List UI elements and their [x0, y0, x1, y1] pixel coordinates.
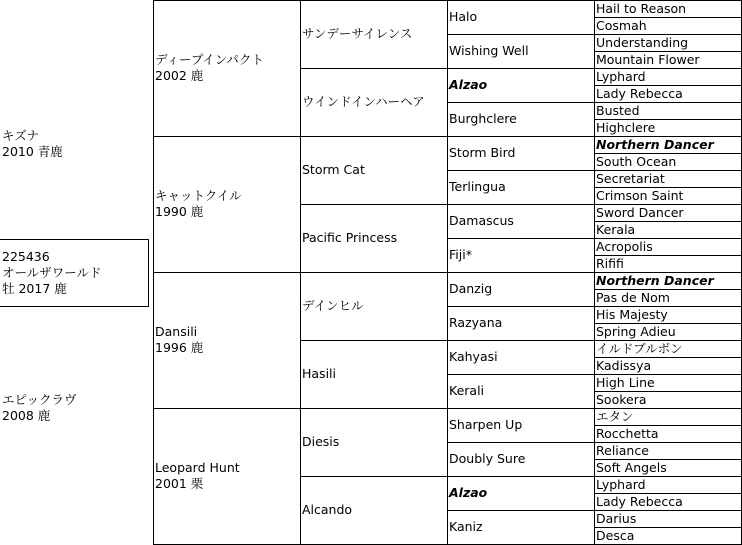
ancestor-gen2-1 [153, 136, 300, 272]
dam-name: エピックラヴ [2, 392, 77, 407]
ancestor-name: Northern Dancer [596, 137, 714, 152]
ancestor-info: 2002 鹿 [155, 68, 204, 83]
ancestor-gen4-10 [447, 340, 594, 374]
ancestor-name: Cosmah [596, 18, 647, 33]
ancestor-name: Burghclere [449, 111, 517, 126]
ancestor-gen5-2 [594, 34, 741, 51]
ancestor-gen3-5 [300, 340, 447, 408]
ancestor-gen5-12 [594, 204, 741, 221]
ancestor-name: Kaniz [449, 519, 483, 534]
ancestor-gen5-29 [594, 493, 741, 510]
ancestor-name: キャットクイル [155, 188, 242, 203]
ancestor-gen4-5 [447, 170, 594, 204]
ancestor-gen5-4 [594, 68, 741, 85]
ancestor-gen5-31 [594, 527, 741, 544]
ancestor-gen4-11 [447, 374, 594, 408]
ancestor-name: Dansili [155, 324, 198, 339]
ancestor-gen5-17 [594, 289, 741, 306]
ancestor-name: Crimson Saint [596, 188, 684, 203]
ancestor-name: Alcando [302, 502, 353, 517]
subject-id: 225436 [2, 249, 50, 264]
ancestor-name: デインヒル [302, 298, 364, 313]
ancestor-name: Understanding [596, 35, 689, 50]
ancestor-name: His Majesty [596, 307, 668, 322]
ancestor-name: Pacific Princess [302, 230, 398, 245]
sire-name: キズナ [2, 128, 40, 143]
ancestor-gen5-14 [594, 238, 741, 255]
ancestor-gen4-9 [447, 306, 594, 340]
ancestor-gen5-10 [594, 170, 741, 187]
ancestor-gen5-9 [594, 153, 741, 170]
ancestor-info: 1996 鹿 [155, 340, 204, 355]
ancestor-gen5-26 [594, 442, 741, 459]
ancestor-gen5-6 [594, 102, 741, 119]
sire-info: 2010 青鹿 [2, 144, 63, 159]
ancestor-name: Reliance [596, 443, 649, 458]
ancestor-name: ディープインパクト [155, 52, 264, 67]
ancestor-name: Danzig [449, 281, 493, 296]
ancestor-gen5-7 [594, 119, 741, 136]
ancestor-name: Wishing Well [449, 43, 529, 58]
ancestor-gen2-2 [153, 272, 300, 408]
ancestor-gen5-11 [594, 187, 741, 204]
ancestor-name: South Ocean [596, 154, 677, 169]
ancestor-name: Kahyasi [449, 349, 498, 364]
ancestor-name: Pas de Nom [596, 290, 670, 305]
ancestor-name: Rocchetta [596, 426, 659, 441]
ancestor-gen5-3 [594, 51, 741, 68]
ancestor-name: Desca [596, 528, 635, 543]
ancestor-name: サンデーサイレンス [302, 26, 413, 41]
ancestor-name: Northern Dancer [596, 273, 714, 288]
ancestor-gen4-15 [447, 510, 594, 544]
ancestor-name: Sharpen Up [449, 417, 523, 432]
ancestor-gen5-15 [594, 255, 741, 272]
ancestor-gen5-25 [594, 425, 741, 442]
ancestor-name: Kerali [449, 383, 485, 398]
ancestor-gen2-0 [153, 0, 300, 136]
ancestor-name: Lyphard [596, 477, 646, 492]
ancestor-name: Razyana [449, 315, 503, 330]
ancestor-gen4-14 [447, 476, 594, 510]
ancestor-gen4-6 [447, 204, 594, 238]
ancestor-info: 1990 鹿 [155, 204, 204, 219]
ancestor-name: Secretariat [596, 171, 665, 186]
subject-name: オールザワールド [2, 265, 102, 280]
ancestor-gen5-23 [594, 391, 741, 408]
ancestor-name: Damascus [449, 213, 514, 228]
ancestor-gen4-0 [447, 0, 594, 34]
ancestor-gen3-1 [300, 68, 447, 136]
ancestor-gen3-3 [300, 204, 447, 272]
ancestor-info: 2001 栗 [155, 476, 204, 491]
ancestor-name: Lady Rebecca [596, 494, 683, 509]
ancestor-name: イルドブルボン [596, 341, 683, 356]
sire [0, 0, 153, 239]
ancestor-gen4-4 [447, 136, 594, 170]
ancestor-name: エタン [596, 409, 634, 424]
ancestor-gen5-20 [594, 340, 741, 357]
ancestor-name: ウインドインハーヘア [302, 94, 425, 109]
ancestor-name: Lady Rebecca [596, 86, 683, 101]
ancestor-name: Kerala [596, 222, 636, 237]
dam [0, 272, 153, 510]
ancestor-gen3-4 [300, 272, 447, 340]
ancestor-name: Doubly Sure [449, 451, 526, 466]
ancestor-name: Kadissya [596, 358, 652, 373]
ancestor-gen5-0 [594, 0, 741, 17]
ancestor-name: Busted [596, 103, 640, 118]
ancestor-name: Storm Cat [302, 162, 365, 177]
ancestor-name: Lyphard [596, 69, 646, 84]
ancestor-gen5-19 [594, 323, 741, 340]
ancestor-name: Leopard Hunt [155, 460, 240, 475]
ancestor-gen5-21 [594, 357, 741, 374]
ancestor-gen3-0 [300, 0, 447, 68]
ancestor-name: Halo [449, 9, 478, 24]
ancestor-gen5-18 [594, 306, 741, 323]
ancestor-gen5-1 [594, 17, 741, 34]
ancestor-gen4-1 [447, 34, 594, 68]
ancestor-name: Darius [596, 511, 637, 526]
dam-info: 2008 鹿 [2, 408, 51, 423]
ancestor-name: Acropolis [596, 239, 653, 254]
ancestor-gen3-7 [300, 476, 447, 544]
ancestor-gen4-7 [447, 238, 594, 272]
ancestor-name: Spring Adieu [596, 324, 676, 339]
ancestor-gen5-8 [594, 136, 741, 153]
ancestor-gen5-13 [594, 221, 741, 238]
ancestor-name: Hail to Reason [596, 1, 687, 16]
ancestor-name: Sookera [596, 392, 647, 407]
ancestor-gen4-13 [447, 442, 594, 476]
ancestor-gen2-3 [153, 408, 300, 544]
ancestor-gen5-5 [594, 85, 741, 102]
ancestor-name: Rififi [596, 256, 624, 271]
ancestor-gen4-12 [447, 408, 594, 442]
ancestor-name: Storm Bird [449, 145, 516, 160]
ancestor-name: Highclere [596, 120, 656, 135]
ancestor-name: Diesis [302, 434, 340, 449]
ancestor-name: High Line [596, 375, 655, 390]
ancestor-gen5-27 [594, 459, 741, 476]
ancestor-gen5-24 [594, 408, 741, 425]
ancestor-gen3-6 [300, 408, 447, 476]
ancestor-gen4-3 [447, 102, 594, 136]
ancestor-name: Terlingua [449, 179, 506, 194]
ancestor-name: Alzao [449, 77, 488, 92]
ancestor-name: Hasili [302, 366, 336, 381]
ancestor-name: Soft Angels [596, 460, 667, 475]
ancestor-gen4-2 [447, 68, 594, 102]
ancestor-gen5-22 [594, 374, 741, 391]
ancestor-name: Fiji* [449, 247, 472, 262]
ancestor-name: Sword Dancer [596, 205, 684, 220]
ancestor-gen5-30 [594, 510, 741, 527]
ancestor-gen3-2 [300, 136, 447, 204]
ancestor-gen5-28 [594, 476, 741, 493]
subject-info: 牡 2017 鹿 [2, 281, 67, 296]
ancestor-name: Alzao [449, 485, 488, 500]
ancestor-name: Mountain Flower [596, 52, 700, 67]
ancestor-gen4-8 [447, 272, 594, 306]
ancestor-gen5-16 [594, 272, 741, 289]
